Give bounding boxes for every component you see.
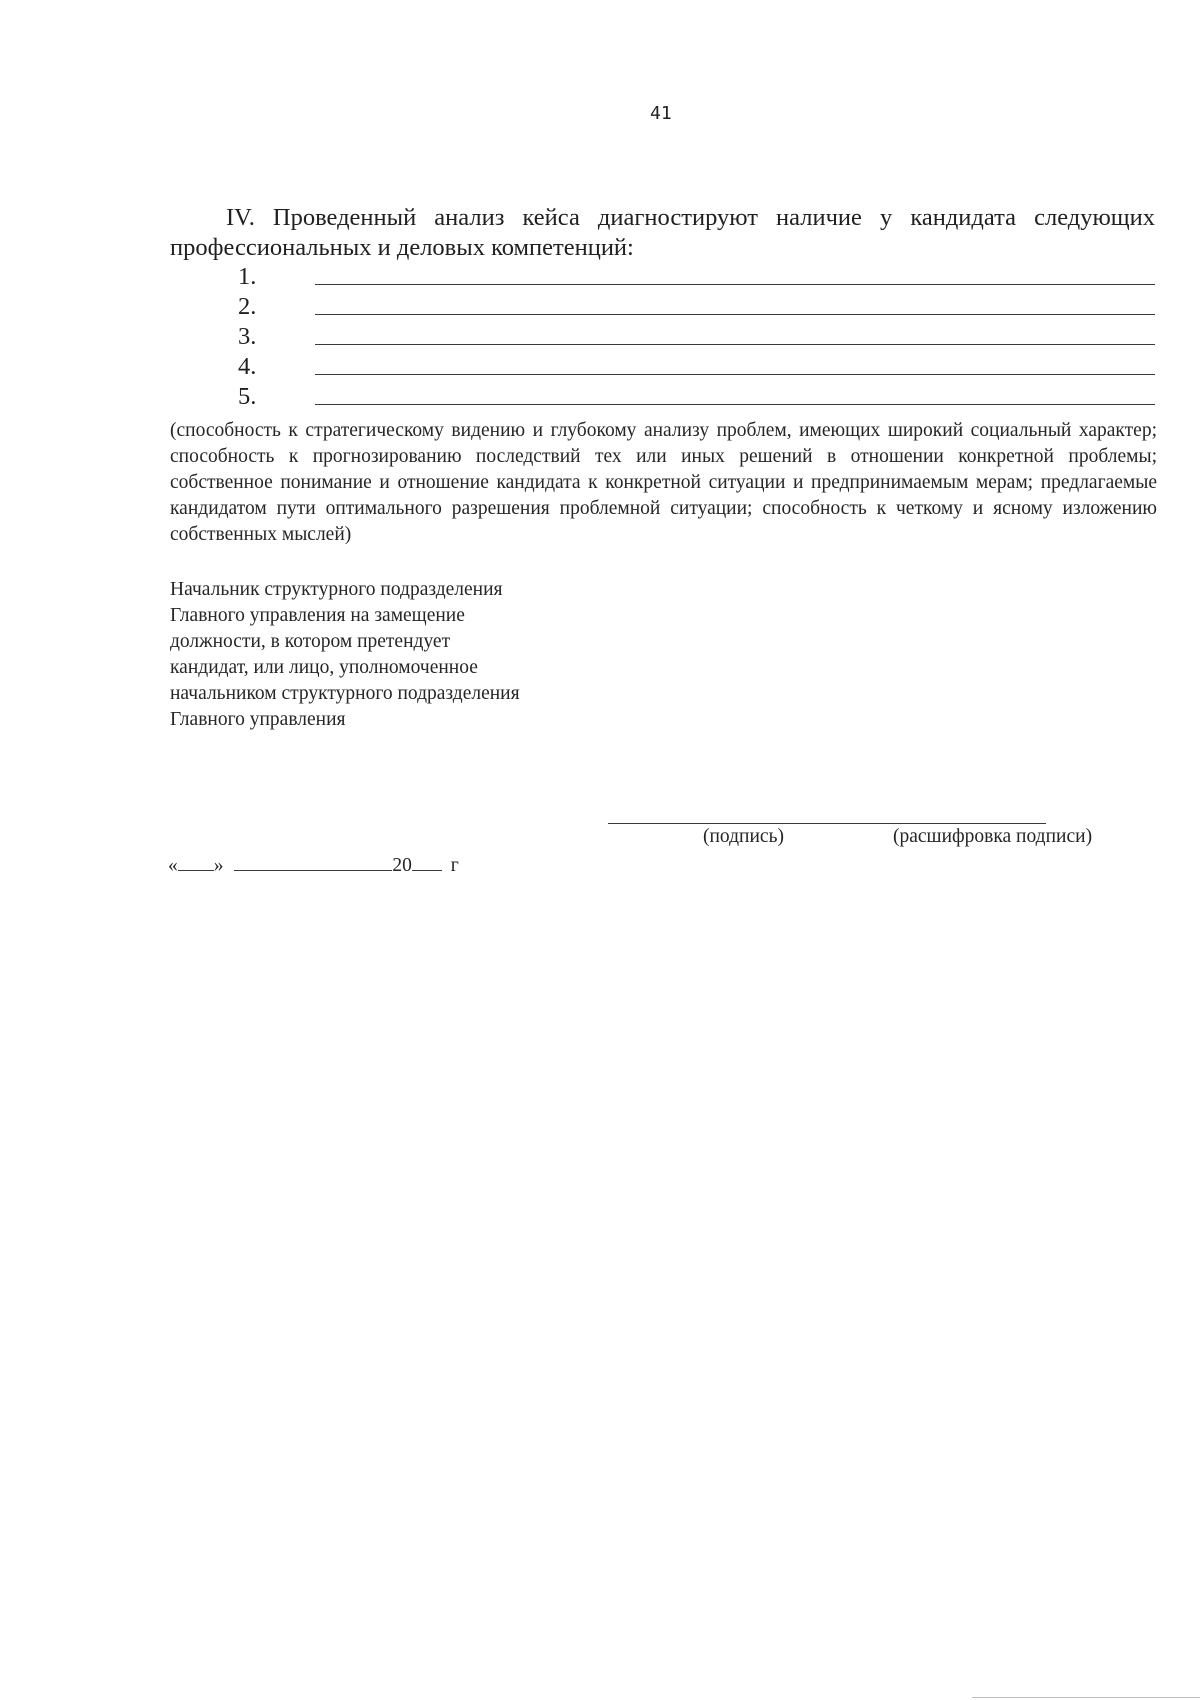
competency-item-number: 3. — [238, 323, 257, 350]
competency-criteria-note: (способность к стратегическому видению и глубокому анализу проблем, имеющих широкий социальный характер; способность к прогнозированию последствий тех или иных решений в отношении конкретной проблемы; собственное понимание и отношение кандидата к конкретной ситуации и предпринимаемым мерам; предлагаемые кандидатом пути оптимального разрешения проблемной ситуации; способность к четкому и ясному изложению собственных мыслей) — [170, 420, 1157, 545]
month-blank — [234, 852, 392, 871]
day-blank — [178, 852, 214, 871]
competency-item-number: 5. — [238, 383, 257, 410]
competency-item-blank-line — [315, 314, 1155, 315]
competency-item — [238, 323, 1155, 353]
competency-item-number: 4. — [238, 353, 257, 380]
competency-item — [238, 263, 1155, 293]
year-suffix: г — [450, 855, 459, 876]
signature-caption: (подпись) — [703, 826, 784, 847]
signatory-title — [170, 577, 770, 733]
date-open-quote: « — [168, 855, 178, 876]
competency-item — [238, 353, 1155, 383]
section-heading-text: IV. Проведенный анализ кейса диагностируют наличие у кандидата следующих профессиональных и деловых компетенций: — [170, 204, 1155, 261]
year-prefix: 20 — [392, 855, 412, 876]
signatory-title-line: кандидат, или лицо, уполномоченное — [170, 657, 478, 678]
signatory-title-line: Начальник структурного подразделения — [170, 579, 503, 600]
signature-blank-line — [608, 823, 1046, 824]
competency-item-blank-line — [315, 284, 1155, 285]
footer-rule — [972, 1697, 1200, 1698]
competency-item-blank-line — [315, 344, 1155, 345]
year-blank — [412, 852, 442, 871]
competency-item-number: 1. — [238, 263, 257, 290]
date-field — [168, 852, 459, 877]
signatory-title-line: должности, в котором претендует — [170, 631, 451, 652]
competency-item — [238, 293, 1155, 323]
signature-decipher-caption: (расшифровка подписи) — [893, 826, 1093, 847]
page-number: 41 — [650, 103, 672, 124]
signatory-title-line: начальником структурного подразделения — [170, 683, 520, 704]
competency-item-blank-line — [315, 374, 1155, 375]
date-close-quote: » — [213, 855, 224, 876]
competency-item — [238, 383, 1155, 413]
competency-item-number: 2. — [238, 293, 257, 320]
competency-item-blank-line — [315, 404, 1155, 405]
signatory-title-line: Главного управления — [170, 709, 346, 730]
signatory-title-line: Главного управления на замещение — [170, 605, 465, 626]
